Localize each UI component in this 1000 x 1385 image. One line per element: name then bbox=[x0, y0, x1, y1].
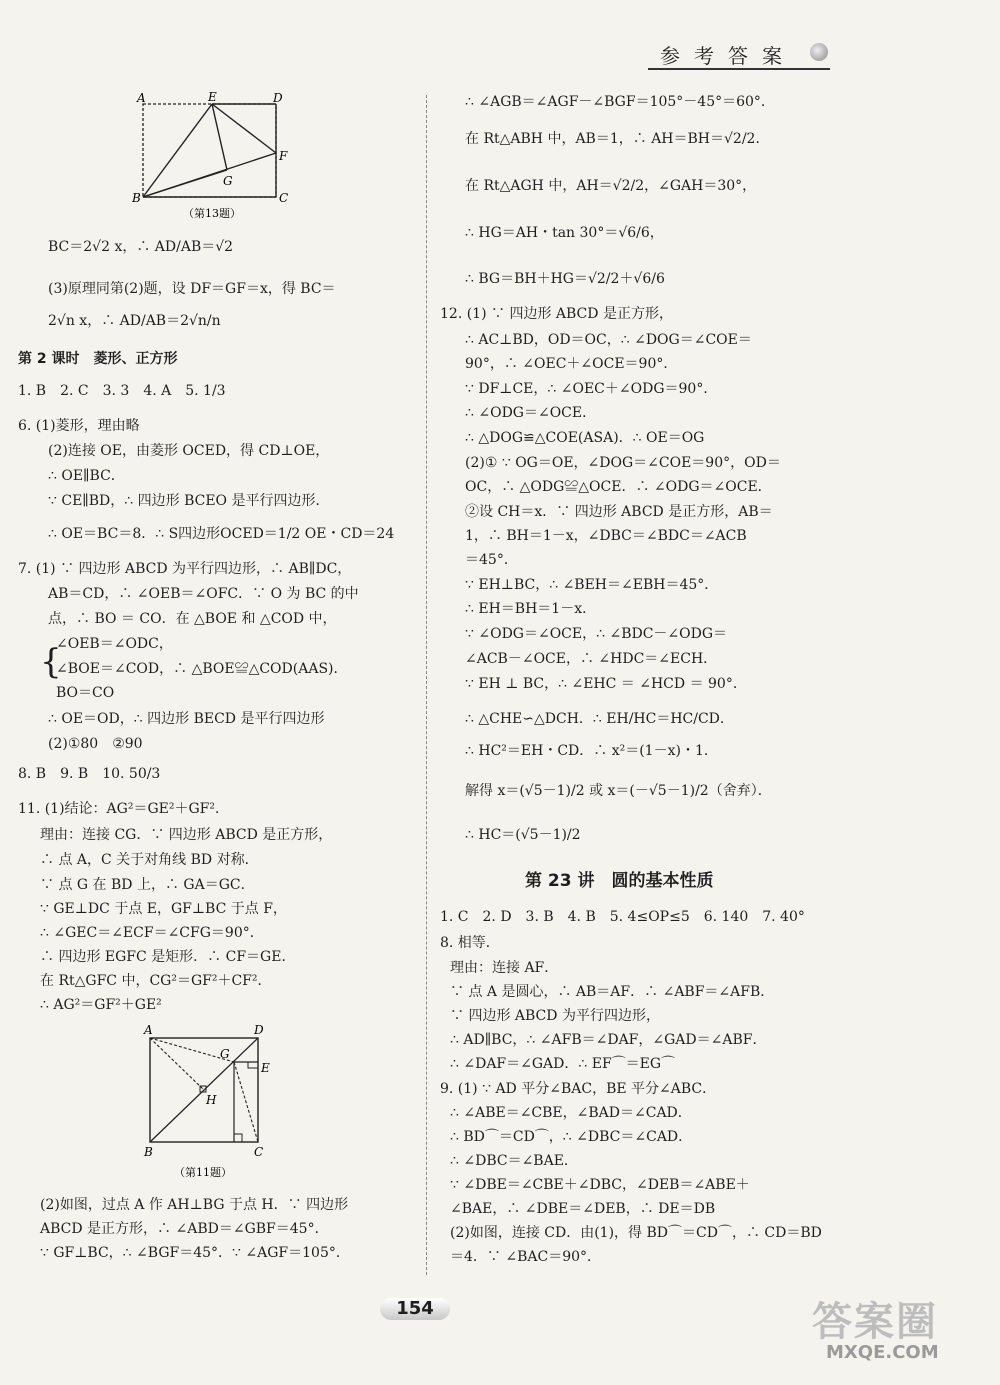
fig11-label-g: G bbox=[220, 1047, 230, 1061]
fig13-caption: （第13题） bbox=[183, 207, 241, 220]
fig13-label-e: E bbox=[208, 90, 217, 104]
answer-line: 90°，∴ ∠OEC＋∠OCE＝90°． bbox=[465, 356, 678, 372]
answer-line: 1. B 2. C 3. 3 4. A 5. 1/3 bbox=[18, 383, 226, 399]
answer-line: AB＝CD，∴ ∠OEB＝∠OFC．∵ O 为 BC 的中 bbox=[48, 586, 359, 602]
answer-line: ∴ ∠DAF＝∠GAD．∴ EF⌒＝EG⌒ bbox=[450, 1056, 676, 1072]
answer-line: ∴ HC＝(√5－1)/2 bbox=[465, 827, 581, 843]
answer-line: (2)① ∵ OG＝OE，∠DOG＝∠COE＝90°，OD＝ bbox=[465, 455, 781, 471]
fig11-label-h: H bbox=[206, 1093, 217, 1107]
answer-line: ∵ DF⊥CE，∴ ∠OEC＋∠ODG＝90°． bbox=[465, 381, 718, 397]
answer-line: ∵ EH ⊥ BC，∴ ∠EHC ＝ ∠HCD ＝ 90°． bbox=[465, 676, 747, 692]
answer-line: ∴ AC⊥BD，OD＝OC，∴ ∠DOG＝∠COE＝ bbox=[465, 332, 752, 348]
lecture-heading: 第 23 讲 圆的基本性质 bbox=[525, 871, 714, 891]
answer-line: 1. C 2. D 3. B 4. B 5. 4≤OP≤5 6. 140 7. 40° bbox=[440, 909, 805, 925]
header-title: 参考答案 bbox=[660, 44, 796, 68]
answer-line: 在 Rt△GFC 中，CG²＝GF²＋CF²． bbox=[40, 973, 272, 989]
answer-line: ∠BAE，∴ ∠DBE＝∠DEB，∴ DE＝DB bbox=[450, 1201, 716, 1217]
answer-line: ∵ ∠ODG＝∠OCE，∴ ∠BDC－∠ODG＝ bbox=[465, 626, 728, 642]
answer-line: 在 Rt△ABH 中，AB＝1，∴ AH＝BH＝√2/2． bbox=[465, 131, 770, 147]
fig13-label-f: F bbox=[279, 149, 288, 163]
fig11-label-a: A bbox=[144, 1023, 153, 1037]
answer-line: ∵ ∠DBE＝∠CBE＋∠DBC，∠DEB＝∠ABE＋ bbox=[450, 1177, 750, 1193]
fig13-label-c: C bbox=[279, 191, 289, 205]
fig11-label-b: B bbox=[144, 1145, 153, 1159]
answer-line: 8. 相等． bbox=[440, 935, 500, 951]
fig13-line-be bbox=[143, 104, 212, 197]
answer-line: ∴ OE∥BC． bbox=[48, 468, 125, 484]
answer-line: ABCD 是正方形，∴ ∠ABD＝∠GBF＝45°． bbox=[40, 1221, 329, 1237]
answer-line: ∴ ∠ABE＝∠CBE，∠BAD＝∠CAD． bbox=[450, 1105, 692, 1121]
answer-line: 11. (1)结论：AG²＝GE²＋GF²． bbox=[18, 801, 229, 817]
page-number: 154 bbox=[380, 1298, 450, 1320]
answer-line: ∵ 四边形 ABCD 为平行四边形， bbox=[450, 1008, 660, 1024]
section-heading: 第 2 课时 菱形、正方形 bbox=[18, 351, 178, 367]
fig13-label-a: A bbox=[137, 91, 146, 105]
answer-line: ∴ △DOG≌△COE(ASA)．∴ OE＝OG bbox=[465, 430, 705, 446]
answer-line: 点，∴ BO ＝ CO．在 △BOE 和 △COD 中， bbox=[48, 611, 337, 627]
answer-line: (3)原理同第(2)题，设 DF＝GF＝x，得 BC＝ bbox=[48, 281, 336, 297]
answer-line: BC＝2√2 x，∴ AD/AB＝√2 bbox=[48, 239, 234, 255]
fig13-label-g: G bbox=[223, 174, 233, 188]
answer-line: 6. (1)菱形，理由略 bbox=[18, 418, 140, 434]
answer-line: 7. (1) ∵ 四边形 ABCD 为平行四边形，∴ AB∥DC， bbox=[18, 561, 352, 577]
answer-line: ∵ CE∥BD，∴ 四边形 BCEO 是平行四边形． bbox=[48, 493, 330, 509]
answer-line: ②设 CH＝x．∵ 四边形 ABCD 是正方形，AB＝ bbox=[465, 504, 773, 520]
brace: { bbox=[40, 642, 62, 682]
header-rule bbox=[648, 68, 830, 70]
answer-line: ∠OEB＝∠ODC， bbox=[56, 636, 173, 652]
fig11-label-c: C bbox=[254, 1145, 264, 1159]
answer-line: 理由：连接 CG．∵ 四边形 ABCD 是正方形， bbox=[40, 827, 333, 843]
answer-line: (2)如图，过点 A 作 AH⊥BG 于点 H．∵ 四边形 bbox=[40, 1197, 349, 1213]
answer-line: ∴ BD⌒＝CD⌒，∴ ∠DBC＝∠CAD． bbox=[450, 1129, 693, 1145]
watermark-url: MXQE.COM bbox=[826, 1342, 939, 1363]
answer-line: 12. (1) ∵ 四边形 ABCD 是正方形， bbox=[440, 306, 673, 322]
answer-line: ＝45°． bbox=[465, 552, 518, 568]
watermark-logo: 答案圈 bbox=[812, 1299, 938, 1345]
answer-line: ∴ ∠ODG＝∠OCE． bbox=[465, 405, 597, 421]
fig13-rect bbox=[143, 104, 276, 197]
answer-line: (2)①80 ②90 bbox=[48, 736, 143, 752]
watermark bbox=[812, 1290, 992, 1370]
answer-line: ∵ EH⊥BC，∴ ∠BEH＝∠EBH＝45°． bbox=[465, 577, 719, 593]
answer-line: ∵ GF⊥BC，∴ ∠BGF＝45°．∵ ∠AGF＝105°． bbox=[40, 1245, 350, 1261]
answer-line: BO＝CO bbox=[56, 685, 115, 701]
answer-line: OC，∴ △ODG≌△OCE．∴ ∠ODG＝∠OCE． bbox=[465, 479, 772, 495]
answer-line: 9. (1) ∵ AD 平分∠BAC，BE 平分∠ABC． bbox=[440, 1081, 717, 1097]
figure-11 bbox=[138, 1020, 278, 1180]
answer-line: ∴ EH＝BH＝1－x． bbox=[465, 601, 597, 617]
answer-line: ∴ ∠AGB＝∠AGF－∠BGF＝105°－45°＝60°． bbox=[465, 94, 775, 110]
answer-line: ∴ AG²＝GF²＋GE² bbox=[40, 997, 162, 1013]
answer-line: ∵ 点 A 是圆心，∴ AB＝AF．∴ ∠ABF＝∠AFB． bbox=[450, 984, 775, 1000]
answer-line: ∵ 点 G 在 BD 上，∴ GA＝GC． bbox=[40, 877, 255, 893]
figure-13 bbox=[132, 90, 295, 220]
answer-line: 1，∴ BH＝1－x，∠DBC＝∠BDC＝∠ACB bbox=[465, 528, 747, 544]
answer-line: ∴ 四边形 EGFC 是矩形．∴ CF＝GE． bbox=[40, 949, 296, 965]
answer-line: ∴ 点 A，C 关于对角线 BD 对称． bbox=[40, 852, 259, 868]
answer-line: ∴ ∠DBC＝∠BAE． bbox=[450, 1153, 578, 1169]
fig11-label-e: E bbox=[261, 1061, 270, 1075]
header-ornament-icon bbox=[810, 43, 828, 61]
answer-line: ∠BOE＝∠COD，∴ △BOE≌△COD(AAS)． bbox=[56, 661, 348, 677]
answer-line: ＝4．∵ ∠BAC＝90°． bbox=[450, 1249, 602, 1265]
answer-line: ∴ AD∥BC，∴ ∠AFB＝∠DAF，∠GAD＝∠ABF． bbox=[450, 1032, 767, 1048]
fig11-label-d: D bbox=[254, 1023, 264, 1037]
answer-line: 8. B 9. B 10. 50/3 bbox=[18, 766, 161, 782]
answer-line: ∠ACB－∠OCE，∴ ∠HDC＝∠ECH． bbox=[465, 651, 718, 667]
answer-line: ∵ GE⊥DC 于点 E，GF⊥BC 于点 F， bbox=[40, 901, 287, 917]
answer-line: 在 Rt△AGH 中，AH＝√2/2，∠GAH＝30°， bbox=[465, 178, 757, 194]
answer-line: 理由：连接 AF． bbox=[450, 960, 559, 976]
answer-line: (2)连接 OE，由菱形 OCED，得 CD⊥OE， bbox=[48, 443, 330, 459]
answer-line: (2)如图，连接 CD．由(1)，得 BD⌒＝CD⌒，∴ CD＝BD bbox=[450, 1225, 822, 1241]
answer-line: ∴ ∠GEC＝∠ECF＝∠CFG＝90°． bbox=[40, 925, 264, 941]
answer-line: ∴ OE＝BC＝8．∴ S四边形OCED＝1/2 OE・CD＝24 bbox=[48, 526, 395, 542]
answer-line: 2√n x，∴ AD/AB＝2√n/n bbox=[48, 313, 221, 329]
answer-line: ∴ BG＝BH＋HG＝√2/2＋√6/6 bbox=[465, 271, 665, 287]
answer-line: ∴ OE＝OD，∴ 四边形 BECD 是平行四边形 bbox=[48, 711, 325, 727]
fig13-label-d: D bbox=[273, 91, 283, 105]
fig11-caption: （第11题） bbox=[174, 1166, 232, 1179]
answer-line: ∴ HC²＝EH・CD．∴ x²＝(1－x)・1． bbox=[465, 743, 718, 759]
fig13-label-b: B bbox=[132, 191, 141, 205]
answer-line: ∴ △CHE∽△DCH．∴ EH/HC＝HC/CD． bbox=[465, 711, 734, 727]
answer-line: 解得 x＝(√5－1)/2 或 x＝(－√5－1)/2（舍弃）． bbox=[465, 783, 772, 799]
column-divider bbox=[426, 95, 427, 1275]
answer-line: ∴ HG＝AH・tan 30°＝√6/6， bbox=[465, 225, 664, 241]
